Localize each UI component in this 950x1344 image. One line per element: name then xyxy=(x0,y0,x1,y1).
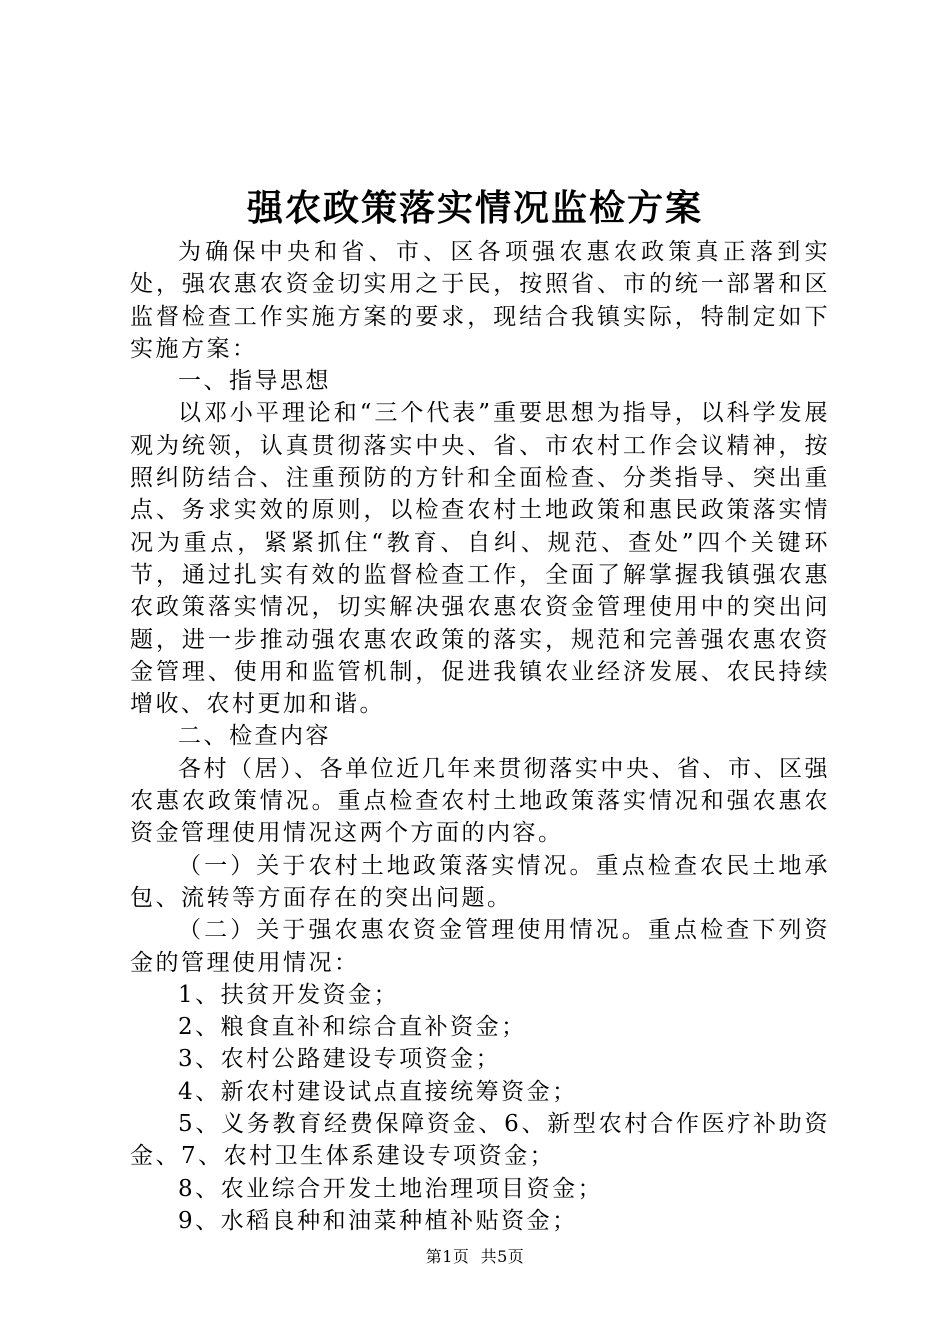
page-number: 第1页 xyxy=(425,1247,470,1266)
section-heading-inspection-content: 二、检查内容 xyxy=(178,723,331,750)
section-heading-guiding-thought: 一、指导思想 xyxy=(178,368,331,395)
document-title: 强农政策落实情况监检方案 xyxy=(246,187,703,229)
document-body xyxy=(130,236,830,1237)
list-item: 8、农业综合开发土地治理项目资金； xyxy=(178,1175,604,1202)
inspection-scope-paragraph: 各村（居）、各单位近几年来贯彻落实中央、省、市、区强农惠农政策情况。重点检查农村土地政策落实情况和强农惠农资金管理使用情况这两个方面的内容。 xyxy=(130,755,830,847)
page-total: 共5页 xyxy=(480,1247,525,1266)
list-item: 3、农村公路建设专项资金； xyxy=(178,1046,502,1073)
list-item: 4、新农村建设试点直接统筹资金； xyxy=(178,1078,578,1105)
list-item: 1、扶贫开发资金； xyxy=(178,981,400,1008)
list-item: 2、粮食直补和综合直补资金； xyxy=(178,1014,527,1041)
guiding-thought-paragraph: 以邓小平理论和“三个代表”重要思想为指导，以科学发展观为统领，认真贯彻落实中央、省、市农村工作会议精神，按照纠防结合、注重预防的方针和全面检查、分类指导、突出重点、务求实效的原则，以检查农村土地政策和惠民政策落实情况为重点，紧紧抓住“教育、自纠、规范、查处”四个关键环节，通过扎实有效的监督检查工作，全面了解掌握我镇强农惠农政策落实情况，切实解决强农惠农资金管理使用中的突出问题，进一步推动强农惠农政策的落实，规范和完善强农惠农资金管理、使用和监管机制，促进我镇农业经济发展、农民持续增收、农村更加和谐。 xyxy=(130,400,830,718)
subsection-land-policy: （一）关于农村土地政策落实情况。重点检查农民土地承包、流转等方面存在的突出问题。 xyxy=(130,852,830,911)
intro-paragraph: 为确保中央和省、市、区各项强农惠农政策真正落到实处，强农惠农资金切实用之于民，按照省、市的统一部署和区监督检查工作实施方案的要求，现结合我镇实际，特制定如下实施方案： xyxy=(130,239,830,362)
list-item: 9、水稻良种和油菜种植补贴资金； xyxy=(178,1207,578,1234)
page-footer xyxy=(0,1244,950,1267)
subsection-funds: （二）关于强农惠农资金管理使用情况。重点检查下列资金的管理使用情况： xyxy=(130,917,830,976)
list-item: 5、义务教育经费保障资金、6、新型农村合作医疗补助资金、7、农村卫生体系建设专项资金； xyxy=(130,1111,830,1170)
